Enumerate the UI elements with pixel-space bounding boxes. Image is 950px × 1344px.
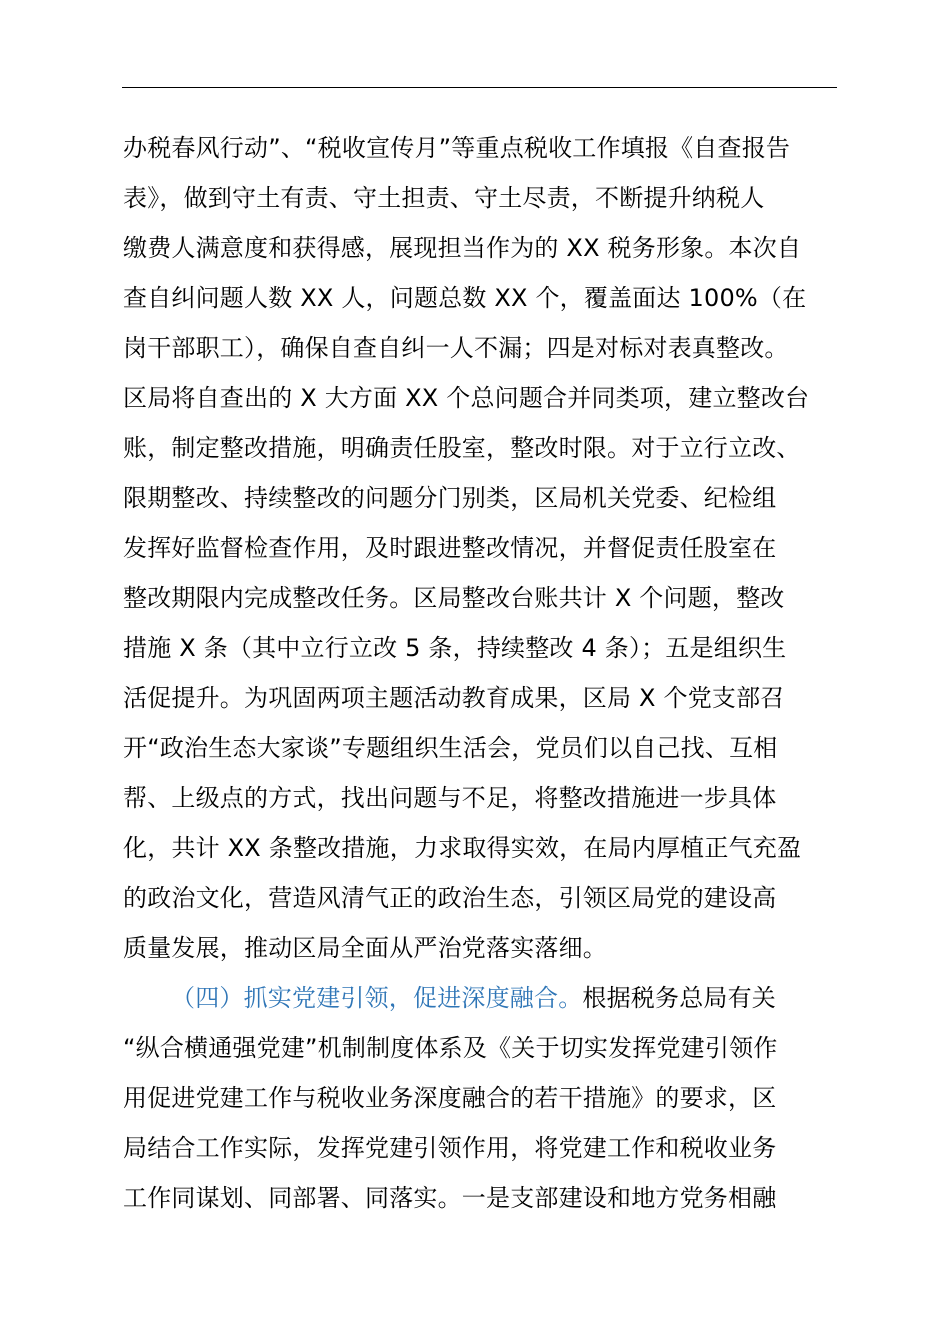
- section-4-heading: （四）抓实党建引领，促进深度融合。: [171, 984, 583, 1012]
- body-line: 用促进党建工作与税收业务深度融合的若干措施》的要求，区: [123, 1084, 777, 1112]
- body-line: 区局将自查出的 X 大方面 XX 个总问题合并同类项，建立整改台: [123, 384, 810, 412]
- body-line: 限期整改、持续整改的问题分门别类，区局机关党委、纪检组: [123, 484, 777, 512]
- body-line: 工作同谋划、同部署、同落实。一是支部建设和地方党务相融: [123, 1184, 777, 1212]
- body-line: 办税春风行动”、“税收宣传月”等重点税收工作填报《自查报告: [123, 134, 791, 162]
- body-line: 局结合工作实际，发挥党建引领作用，将党建工作和税收业务: [123, 1134, 777, 1162]
- body-line: 账，制定整改措施，明确责任股室，整改时限。对于立行立改、: [123, 434, 801, 462]
- body-line: 帮、上级点的方式，找出问题与不足，将整改措施进一步具体: [123, 784, 777, 812]
- body-line: 表》，做到守土有责、守土担责、守土尽责，不断提升纳税人: [123, 184, 765, 212]
- section-4-first-line-text: 根据税务总局有关: [582, 984, 777, 1012]
- body-line: 的政治文化，营造风清气正的政治生态，引领区局党的建设高: [123, 884, 777, 912]
- header-rule: [122, 87, 837, 88]
- body-line: 化，共计 XX 条整改措施，力求取得实效，在局内厚植正气充盈: [123, 834, 802, 862]
- body-line: 缴费人满意度和获得感，展现担当作为的 XX 税务形象。本次自: [123, 234, 802, 262]
- body-line: 发挥好监督检查作用，及时跟进整改情况，并督促责任股室在: [123, 534, 777, 562]
- body-line: 查自纠问题人数 XX 人，问题总数 XX 个，覆盖面达 100%（在: [123, 284, 807, 312]
- body-line: 活促提升。为巩固两项主题活动教育成果，区局 X 个党支部召: [123, 684, 785, 712]
- body-line: 开“政治生态大家谈”专题组织生活会，党员们以自己找、互相: [123, 734, 778, 762]
- body-line: “纵合横通强党建”机制制度体系及《关于切实发挥党建引领作: [123, 1034, 778, 1062]
- body-line: 整改期限内完成整改任务。区局整改台账共计 X 个问题，整改: [123, 584, 785, 612]
- body-line: 质量发展，推动区局全面从严治党落实落细。: [123, 934, 607, 962]
- body-line: 岗干部职工），确保自查自纠一人不漏；四是对标对表真整改。: [123, 334, 789, 362]
- body-line: 措施 X 条（其中立行立改 5 条，持续整改 4 条）；五是组织生: [123, 634, 787, 662]
- section-4-first-line: [171, 983, 839, 1013]
